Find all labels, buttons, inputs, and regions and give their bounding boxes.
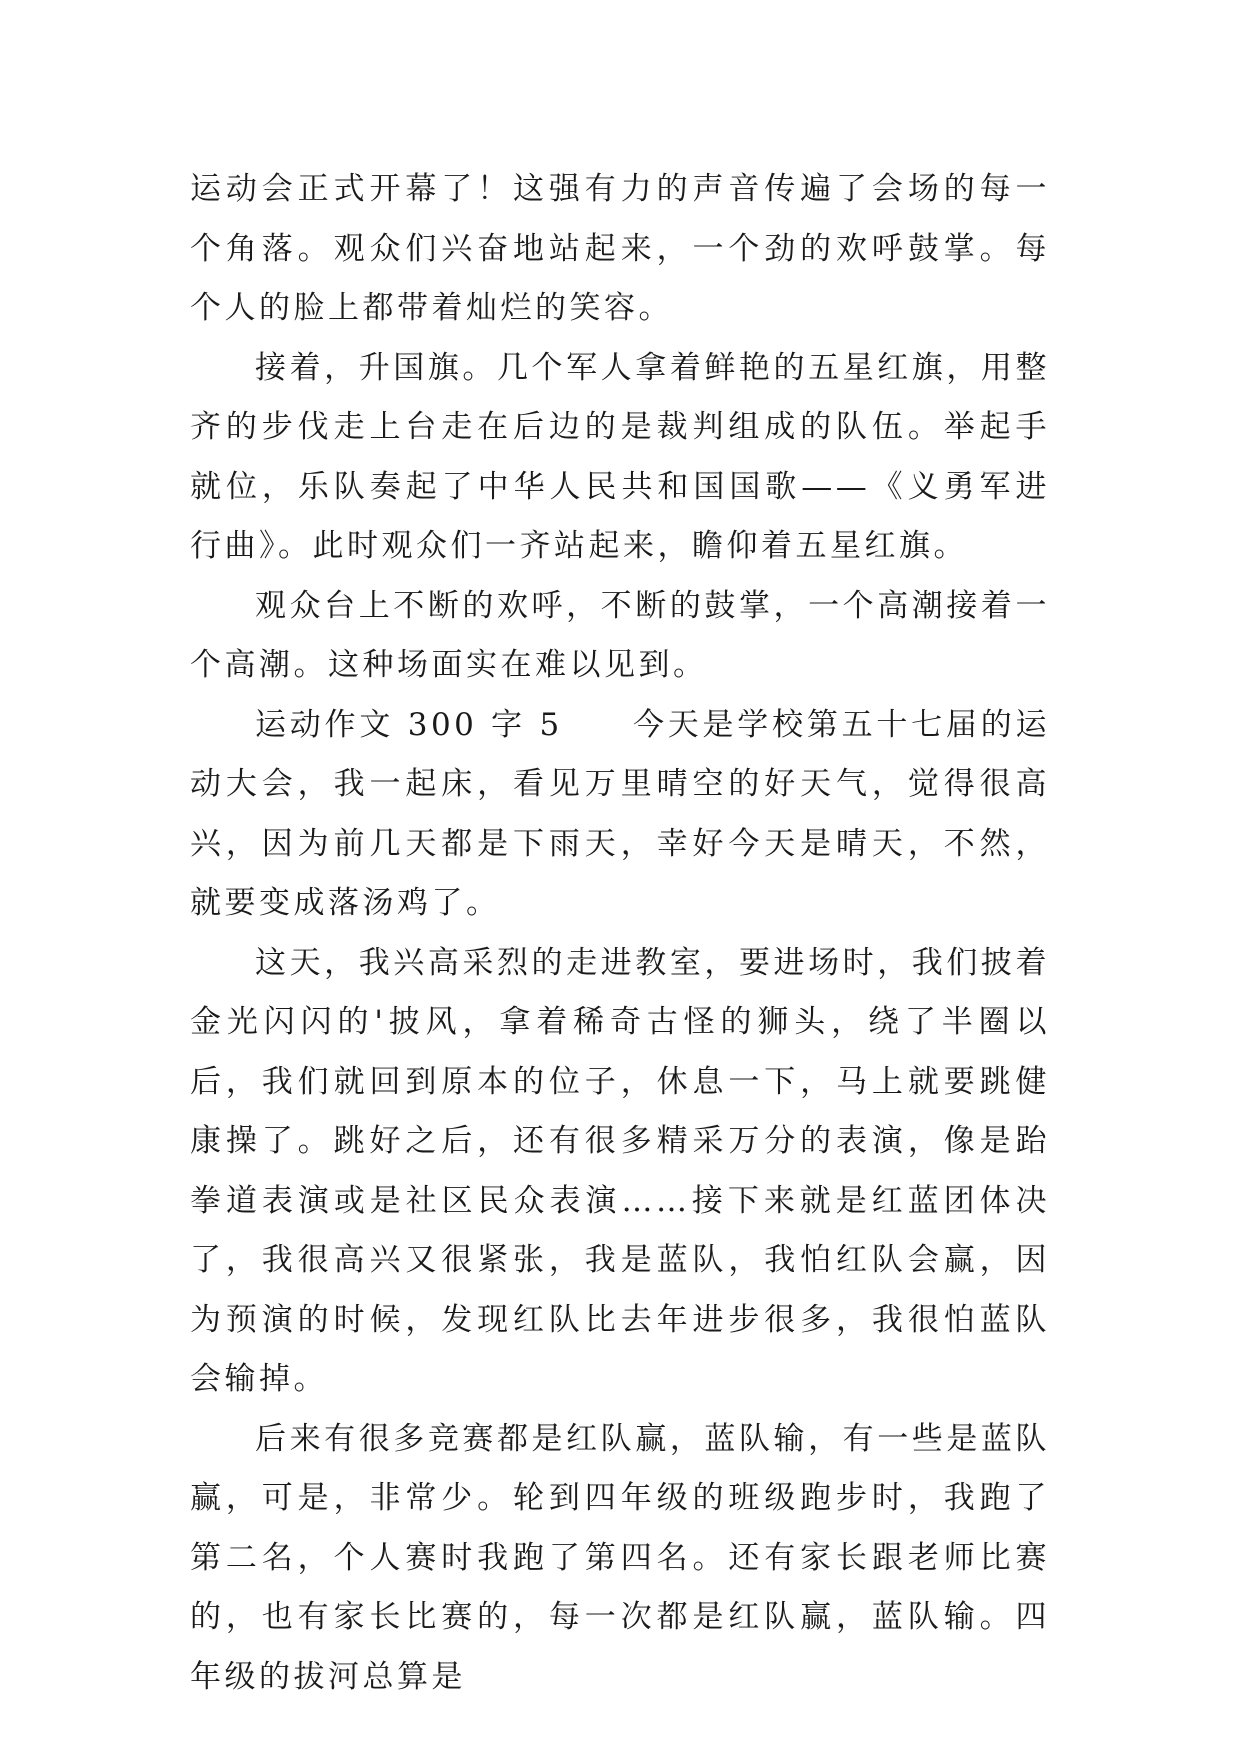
paragraph-2-text: 接着，升国旗。几个军人拿着鲜艳的五星红旗，用整齐的步伐走上台走在后边的是裁判组成的队伍。举起手就位，乐队奏起了中华人民共和国国歌——《义勇军进行曲》。此时观众们一齐站起来，瞻仰着五星红旗。 — [190, 349, 1050, 564]
paragraph-5 — [190, 934, 1050, 1410]
paragraph-3 — [190, 577, 1050, 696]
paragraph-1 — [190, 160, 1050, 339]
paragraph-4-text: 今天是学校第五十七届的运动大会，我一起床，看见万里晴空的好天气，觉得很高兴，因为前几天都是下雨天，幸好今天是晴天，不然，就要变成落汤鸡了。 — [190, 706, 1050, 921]
paragraph-1-text: 运动会正式开幕了！这强有力的声音传遍了会场的每一个角落。观众们兴奋地站起来，一个劲的欢呼鼓掌。每个人的脸上都带着灿烂的笑容。 — [190, 171, 1050, 326]
paragraph-6-text: 后来有很多竞赛都是红队赢，蓝队输，有一些是蓝队赢，可是，非常少。轮到四年级的班级跑步时，我跑了第二名，个人赛时我跑了第四名。还有家长跟老师比赛的，也有家长比赛的，每一次都是红队赢，蓝队输。四年级的拔河总算是 — [190, 1420, 1050, 1695]
paragraph-4 — [190, 696, 1050, 934]
document-body — [190, 160, 1050, 1707]
paragraph-5-text: 这天，我兴高采烈的走进教室，要进场时，我们披着金光闪闪的'披风，拿着稀奇古怪的狮头，绕了半圈以后，我们就回到原本的位子，休息一下，马上就要跳健康操了。跳好之后，还有很多精采万分的表演，像是跆拳道表演或是社区民众表演……接下来就是红蓝团体决了，我很高兴又很紧张，我是蓝队，我怕红队会赢，因为预演的时候，发现红队比去年进步很多，我很怕蓝队会输掉。 — [190, 944, 1050, 1397]
paragraph-6 — [190, 1410, 1050, 1708]
paragraph-2 — [190, 339, 1050, 577]
paragraph-3-text: 观众台上不断的欢呼，不断的鼓掌，一个高潮接着一个高潮。这种场面实在难以见到。 — [190, 587, 1050, 683]
section-heading: 运动作文 300 字 5 — [255, 706, 563, 743]
